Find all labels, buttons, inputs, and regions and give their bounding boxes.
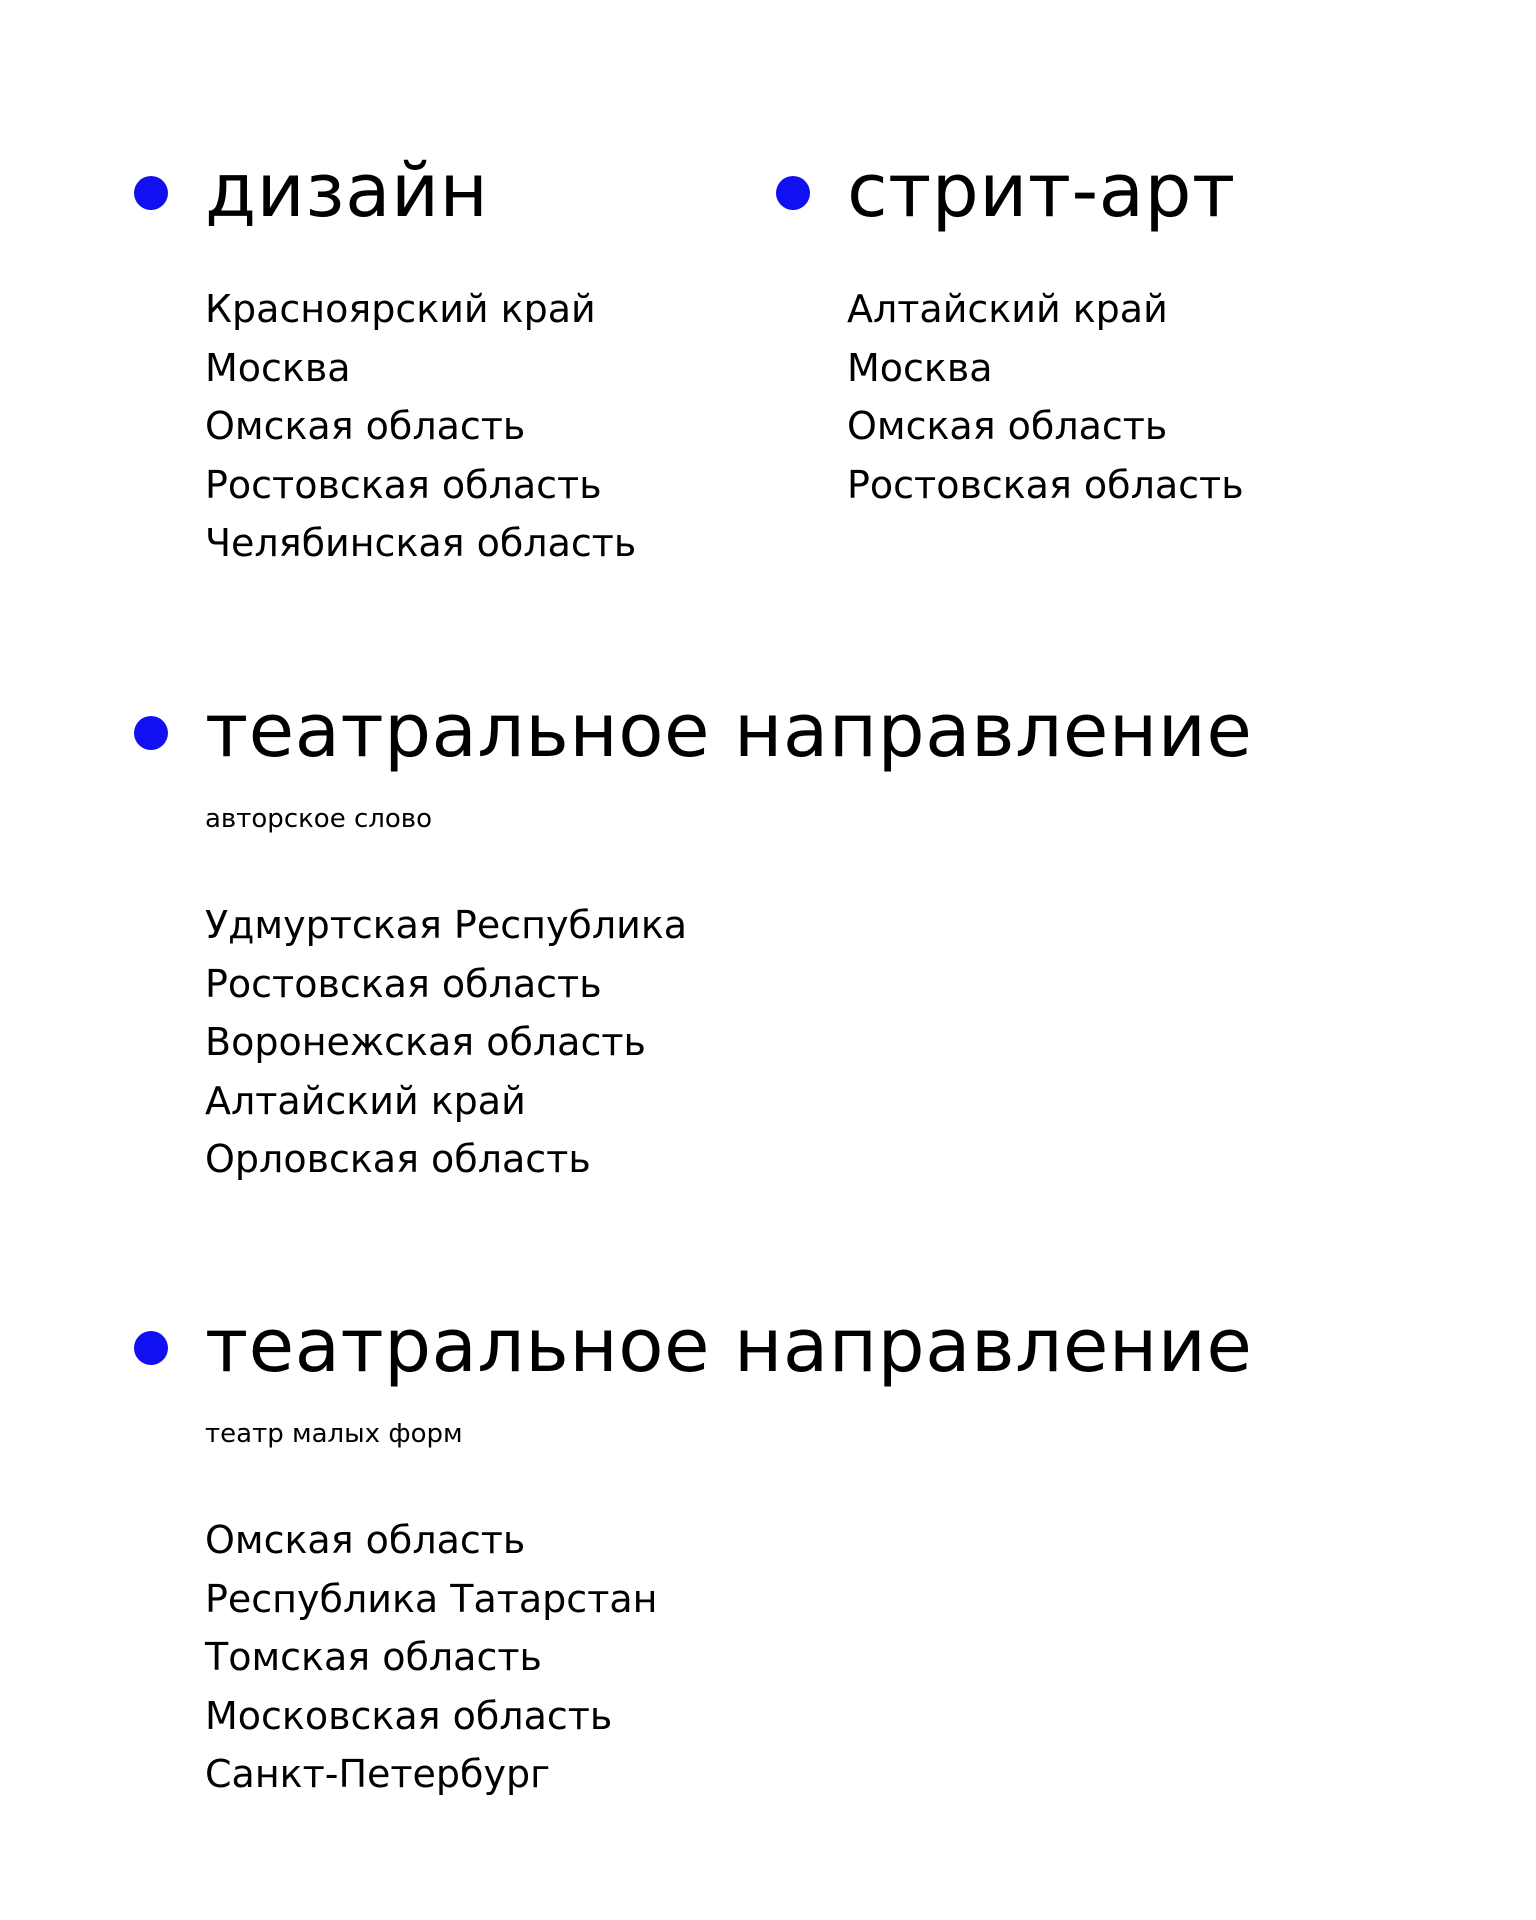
section-title: театральное направление (205, 1303, 1253, 1389)
list-item: Омская область (205, 1518, 526, 1562)
list-item: Ростовская область (205, 462, 602, 507)
list-item: Челябинская область (205, 521, 637, 565)
list-item: Алтайский край (847, 287, 1168, 331)
list-item: Омская область (205, 404, 526, 448)
list-item: Орловская область (205, 1137, 591, 1181)
section-title: театральное направление (205, 688, 1253, 774)
section-subtitle: авторское слово (205, 804, 433, 834)
list-item: Республика Татарстан (205, 1576, 658, 1621)
bullet-dot-icon (134, 1331, 168, 1365)
bullet-dot-icon (776, 176, 810, 210)
list-item: Красноярский край (205, 287, 596, 331)
list-item: Омская область (847, 404, 1168, 448)
bullet-dot-icon (134, 716, 168, 750)
region-list (205, 280, 636, 573)
list-item: Томская область (205, 1635, 542, 1679)
bullet-dot-icon (134, 176, 168, 210)
list-item: Москва (205, 345, 351, 390)
list-item: Санкт-Петербург (205, 1752, 551, 1796)
list-item: Ростовская область (847, 462, 1244, 507)
list-item: Удмуртская Республика (205, 903, 688, 947)
region-list (205, 1511, 657, 1804)
list-item: Московская область (205, 1693, 613, 1738)
region-list (847, 280, 1244, 514)
section-subtitle: театр малых форм (205, 1419, 463, 1449)
section-title: стрит-арт (847, 148, 1236, 234)
section-title: дизайн (205, 148, 489, 234)
list-item: Алтайский край (205, 1078, 526, 1123)
region-list (205, 896, 687, 1189)
list-item: Ростовская область (205, 961, 602, 1006)
list-item: Воронежская область (205, 1020, 646, 1064)
list-item: Москва (847, 345, 993, 390)
